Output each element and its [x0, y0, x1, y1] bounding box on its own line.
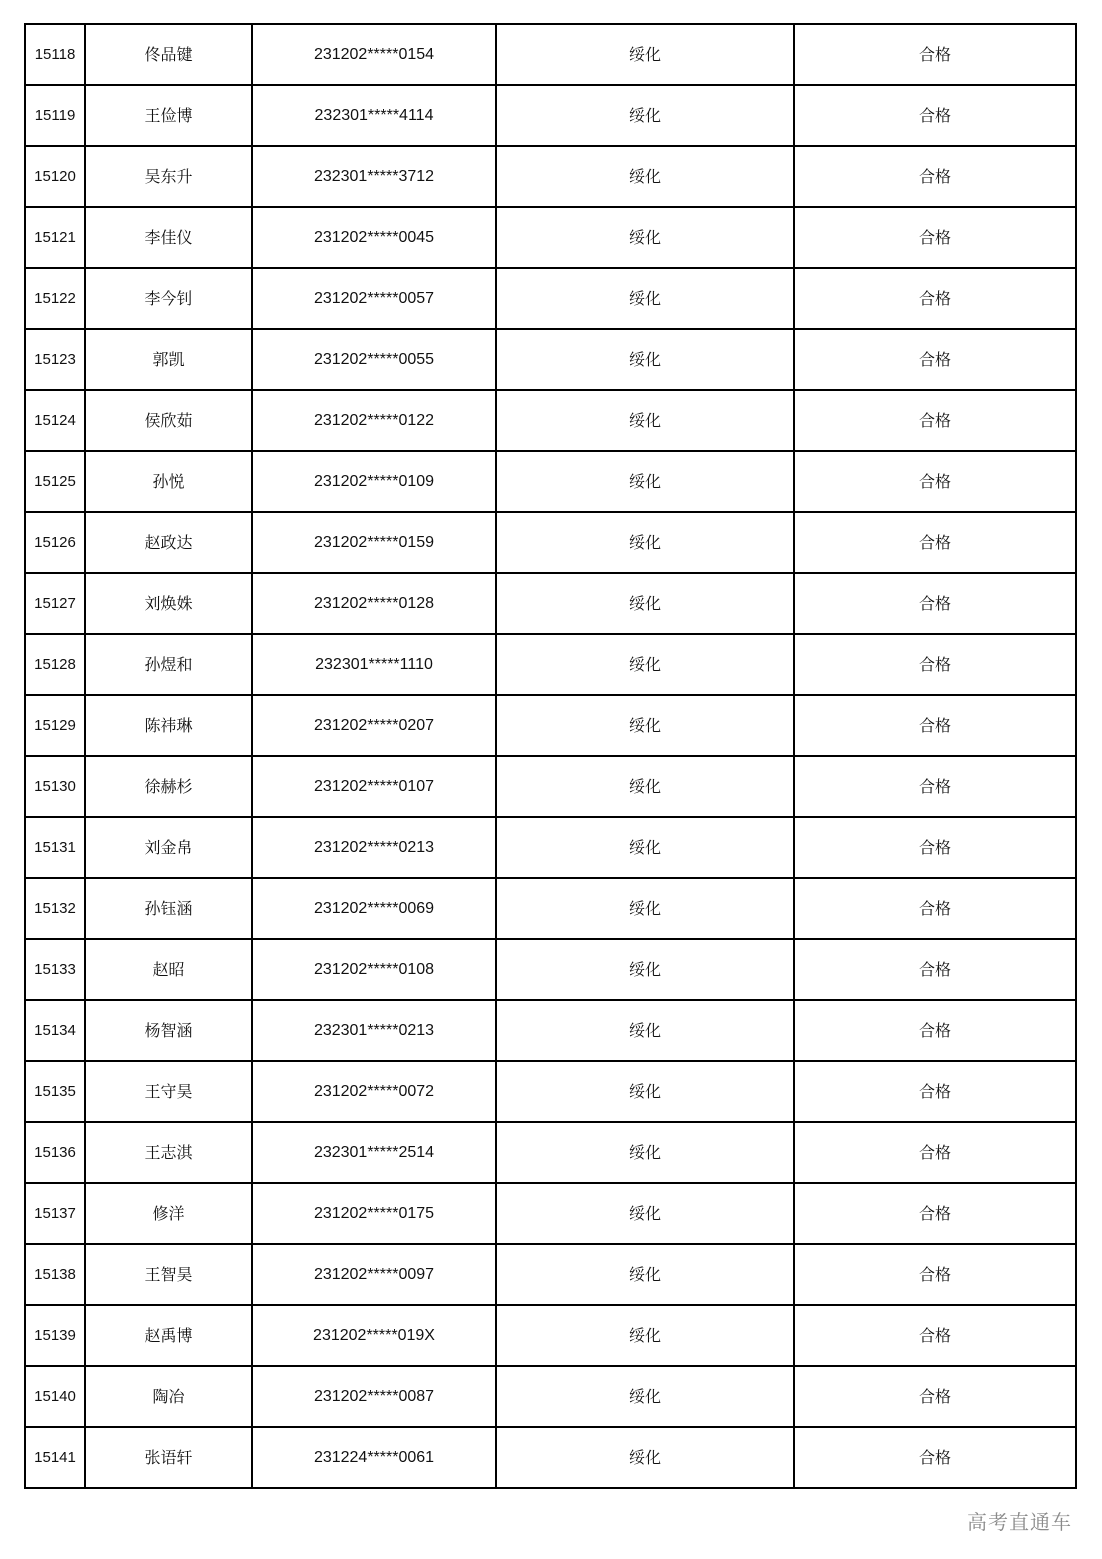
cell-name: 张语轩 — [85, 1427, 252, 1488]
cell-city: 绥化 — [496, 512, 794, 573]
table-row — [25, 390, 1076, 451]
cell-result: 合格 — [794, 1244, 1076, 1305]
cell-seq-number: 15141 — [25, 1427, 85, 1488]
cell-city: 绥化 — [496, 1427, 794, 1488]
cell-id-number: 232301*****4114 — [252, 85, 496, 146]
table-row — [25, 756, 1076, 817]
cell-seq-number: 15139 — [25, 1305, 85, 1366]
cell-result: 合格 — [794, 268, 1076, 329]
cell-seq-number: 15132 — [25, 878, 85, 939]
cell-result: 合格 — [794, 24, 1076, 85]
cell-name: 王志淇 — [85, 1122, 252, 1183]
cell-id-number: 232301*****2514 — [252, 1122, 496, 1183]
cell-result: 合格 — [794, 1183, 1076, 1244]
cell-city: 绥化 — [496, 695, 794, 756]
cell-name: 赵政达 — [85, 512, 252, 573]
cell-result: 合格 — [794, 1305, 1076, 1366]
cell-seq-number: 15122 — [25, 268, 85, 329]
cell-result: 合格 — [794, 1122, 1076, 1183]
cell-name: 佟品键 — [85, 24, 252, 85]
cell-city: 绥化 — [496, 390, 794, 451]
cell-city: 绥化 — [496, 1244, 794, 1305]
cell-seq-number: 15123 — [25, 329, 85, 390]
table-row — [25, 1366, 1076, 1427]
cell-seq-number: 15131 — [25, 817, 85, 878]
cell-city: 绥化 — [496, 451, 794, 512]
cell-result: 合格 — [794, 1061, 1076, 1122]
cell-seq-number: 15130 — [25, 756, 85, 817]
cell-city: 绥化 — [496, 1366, 794, 1427]
cell-name: 李今钊 — [85, 268, 252, 329]
table-row — [25, 512, 1076, 573]
table-row — [25, 1244, 1076, 1305]
cell-city: 绥化 — [496, 1305, 794, 1366]
cell-id-number: 231202*****0055 — [252, 329, 496, 390]
table-row — [25, 1305, 1076, 1366]
cell-city: 绥化 — [496, 756, 794, 817]
cell-id-number: 231202*****0107 — [252, 756, 496, 817]
cell-result: 合格 — [794, 512, 1076, 573]
table-row — [25, 817, 1076, 878]
cell-seq-number: 15133 — [25, 939, 85, 1000]
table-row — [25, 1122, 1076, 1183]
cell-id-number: 231202*****0045 — [252, 207, 496, 268]
cell-id-number: 231202*****0069 — [252, 878, 496, 939]
cell-id-number: 231202*****0087 — [252, 1366, 496, 1427]
cell-seq-number: 15137 — [25, 1183, 85, 1244]
cell-seq-number: 15119 — [25, 85, 85, 146]
cell-result: 合格 — [794, 207, 1076, 268]
cell-result: 合格 — [794, 939, 1076, 1000]
table-row — [25, 24, 1076, 85]
table-row — [25, 451, 1076, 512]
cell-city: 绥化 — [496, 329, 794, 390]
cell-name: 吴东升 — [85, 146, 252, 207]
cell-seq-number: 15121 — [25, 207, 85, 268]
watermark-text: 高考直通车 — [967, 1510, 1072, 1534]
cell-name: 杨智涵 — [85, 1000, 252, 1061]
cell-name: 徐赫杉 — [85, 756, 252, 817]
results-sheet — [24, 23, 1077, 1489]
cell-result: 合格 — [794, 695, 1076, 756]
cell-id-number: 232301*****1110 — [252, 634, 496, 695]
cell-city: 绥化 — [496, 1122, 794, 1183]
cell-city: 绥化 — [496, 939, 794, 1000]
cell-id-number: 231202*****0213 — [252, 817, 496, 878]
table-row — [25, 695, 1076, 756]
cell-result: 合格 — [794, 817, 1076, 878]
results-table-body — [25, 24, 1076, 1488]
cell-seq-number: 15125 — [25, 451, 85, 512]
cell-seq-number: 15140 — [25, 1366, 85, 1427]
cell-result: 合格 — [794, 1000, 1076, 1061]
cell-result: 合格 — [794, 1366, 1076, 1427]
cell-id-number: 231202*****0175 — [252, 1183, 496, 1244]
cell-name: 王俭博 — [85, 85, 252, 146]
table-row — [25, 634, 1076, 695]
cell-seq-number: 15128 — [25, 634, 85, 695]
table-row — [25, 85, 1076, 146]
cell-result: 合格 — [794, 451, 1076, 512]
cell-seq-number: 15134 — [25, 1000, 85, 1061]
cell-seq-number: 15126 — [25, 512, 85, 573]
cell-id-number: 232301*****0213 — [252, 1000, 496, 1061]
cell-id-number: 231202*****019X — [252, 1305, 496, 1366]
cell-id-number: 231202*****0109 — [252, 451, 496, 512]
cell-name: 李佳仪 — [85, 207, 252, 268]
cell-result: 合格 — [794, 878, 1076, 939]
cell-city: 绥化 — [496, 85, 794, 146]
table-row — [25, 329, 1076, 390]
cell-seq-number: 15127 — [25, 573, 85, 634]
cell-name: 王守昊 — [85, 1061, 252, 1122]
cell-id-number: 231224*****0061 — [252, 1427, 496, 1488]
table-row — [25, 1061, 1076, 1122]
cell-city: 绥化 — [496, 207, 794, 268]
cell-city: 绥化 — [496, 146, 794, 207]
table-row — [25, 1000, 1076, 1061]
cell-seq-number: 15136 — [25, 1122, 85, 1183]
cell-id-number: 232301*****3712 — [252, 146, 496, 207]
cell-name: 刘焕姝 — [85, 573, 252, 634]
cell-city: 绥化 — [496, 634, 794, 695]
cell-seq-number: 15120 — [25, 146, 85, 207]
cell-id-number: 231202*****0159 — [252, 512, 496, 573]
cell-city: 绥化 — [496, 817, 794, 878]
cell-result: 合格 — [794, 390, 1076, 451]
table-row — [25, 146, 1076, 207]
cell-seq-number: 15129 — [25, 695, 85, 756]
cell-id-number: 231202*****0097 — [252, 1244, 496, 1305]
cell-name: 陈祎琳 — [85, 695, 252, 756]
table-row — [25, 1183, 1076, 1244]
cell-city: 绥化 — [496, 573, 794, 634]
cell-result: 合格 — [794, 634, 1076, 695]
results-table — [24, 23, 1077, 1489]
cell-id-number: 231202*****0154 — [252, 24, 496, 85]
table-row — [25, 268, 1076, 329]
cell-city: 绥化 — [496, 268, 794, 329]
cell-name: 孙煜和 — [85, 634, 252, 695]
cell-name: 赵昭 — [85, 939, 252, 1000]
cell-city: 绥化 — [496, 1183, 794, 1244]
cell-id-number: 231202*****0057 — [252, 268, 496, 329]
cell-name: 修洋 — [85, 1183, 252, 1244]
cell-city: 绥化 — [496, 24, 794, 85]
cell-name: 孙钰涵 — [85, 878, 252, 939]
cell-id-number: 231202*****0128 — [252, 573, 496, 634]
cell-seq-number: 15138 — [25, 1244, 85, 1305]
cell-result: 合格 — [794, 85, 1076, 146]
cell-result: 合格 — [794, 756, 1076, 817]
cell-name: 陶冶 — [85, 1366, 252, 1427]
cell-seq-number: 15118 — [25, 24, 85, 85]
table-row — [25, 878, 1076, 939]
cell-name: 郭凯 — [85, 329, 252, 390]
cell-id-number: 231202*****0108 — [252, 939, 496, 1000]
cell-city: 绥化 — [496, 1000, 794, 1061]
cell-result: 合格 — [794, 573, 1076, 634]
table-row — [25, 207, 1076, 268]
cell-name: 侯欣茹 — [85, 390, 252, 451]
cell-result: 合格 — [794, 329, 1076, 390]
table-row — [25, 939, 1076, 1000]
cell-result: 合格 — [794, 146, 1076, 207]
cell-name: 刘金帛 — [85, 817, 252, 878]
table-row — [25, 1427, 1076, 1488]
cell-seq-number: 15135 — [25, 1061, 85, 1122]
table-row — [25, 573, 1076, 634]
cell-id-number: 231202*****0072 — [252, 1061, 496, 1122]
cell-name: 孙悦 — [85, 451, 252, 512]
cell-name: 赵禹博 — [85, 1305, 252, 1366]
cell-name: 王智昊 — [85, 1244, 252, 1305]
cell-seq-number: 15124 — [25, 390, 85, 451]
cell-city: 绥化 — [496, 878, 794, 939]
cell-city: 绥化 — [496, 1061, 794, 1122]
cell-id-number: 231202*****0122 — [252, 390, 496, 451]
cell-id-number: 231202*****0207 — [252, 695, 496, 756]
cell-result: 合格 — [794, 1427, 1076, 1488]
